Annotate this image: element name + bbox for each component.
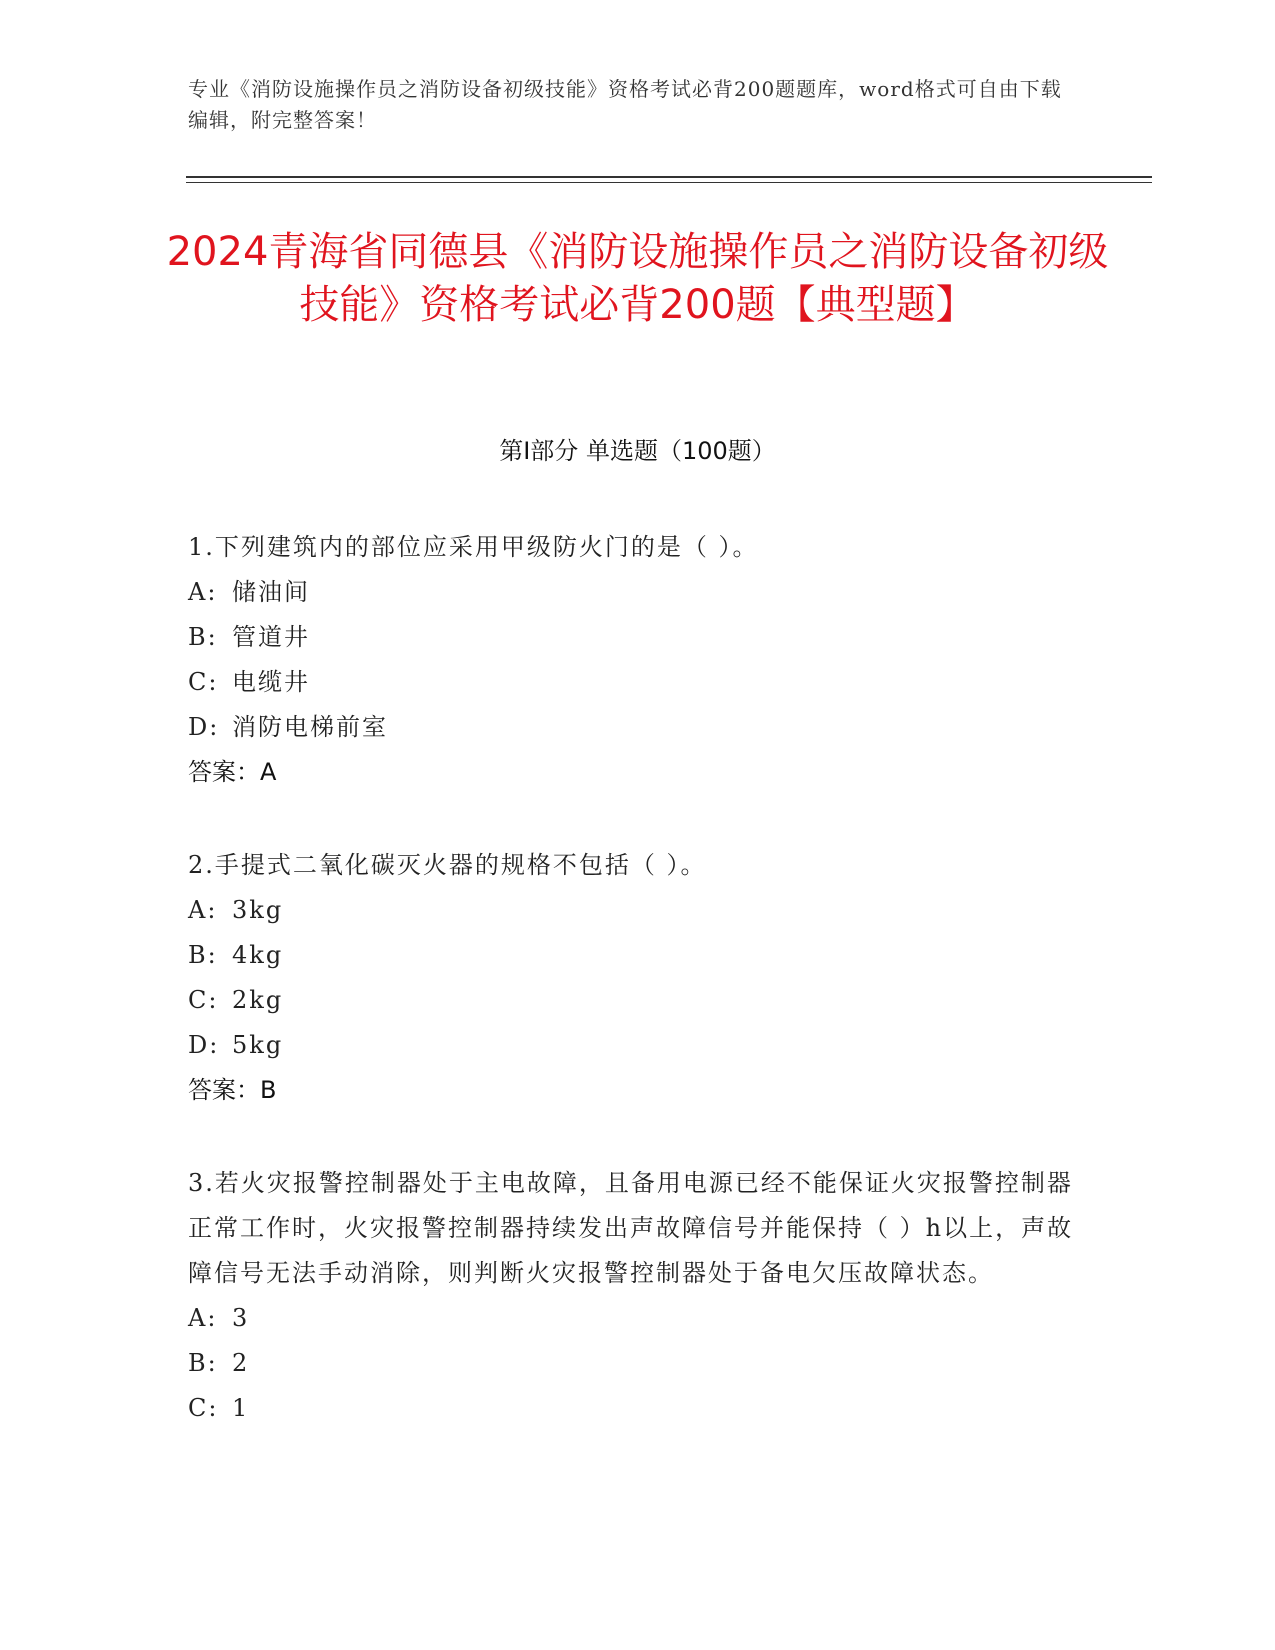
option-c (188, 1386, 1088, 1431)
option-key: B: (188, 941, 218, 969)
option-b (188, 1341, 1088, 1386)
option-key: A: (188, 896, 218, 924)
option-b (188, 933, 1088, 978)
option-d (188, 705, 1088, 750)
answer: 答案：A (188, 758, 277, 786)
question-text: 2.手提式二氧化碳灭火器的规格不包括（ ）。 (188, 851, 707, 879)
option-b (188, 615, 1088, 660)
option-c (188, 660, 1088, 705)
option-key: A: (188, 578, 218, 606)
header-divider-thick (186, 176, 1152, 178)
option-text: 4kg (232, 941, 284, 969)
option-key: C: (188, 668, 219, 696)
header-note: 专业《消防设施操作员之消防设备初级技能》资格考试必背200题题库，word格式可自由下载编辑，附完整答案！ (188, 77, 1062, 132)
question-text: 1.下列建筑内的部位应采用甲级防火门的是（ ）。 (188, 533, 759, 561)
option-text: 3 (232, 1304, 250, 1332)
question-text: 3.若火灾报警控制器处于主电故障，且备用电源已经不能保证火灾报警控制器正常工作时，火灾报警控制器持续发出声故障信号并能保持（ ）h以上，声故障信号无法手动消除，则判断火灾报警控制器处于备电欠压故障状态。 (188, 1169, 1074, 1287)
option-text: 储油间 (232, 578, 310, 606)
section-heading: 第I部分 单选题（100题） (499, 437, 776, 465)
option-key: A: (188, 1304, 218, 1332)
option-text: 管道井 (232, 623, 310, 651)
option-text: 2 (232, 1349, 250, 1377)
document-title: 2024青海省同德县《消防设施操作员之消防设备初级技能》资格考试必背200题【典型题】 (166, 229, 1109, 328)
option-key: C: (188, 986, 219, 1014)
option-key: C: (188, 1394, 219, 1422)
header-divider-thin (186, 182, 1152, 183)
option-d (188, 1023, 1088, 1068)
option-a (188, 1296, 1088, 1341)
option-a (188, 888, 1088, 933)
question-1 (188, 525, 1088, 795)
question-3 (188, 1161, 1088, 1431)
option-a (188, 570, 1088, 615)
option-text: 5kg (232, 1031, 284, 1059)
option-text: 电缆井 (232, 668, 310, 696)
option-text: 2kg (232, 986, 284, 1014)
option-c (188, 978, 1088, 1023)
option-key: B: (188, 1349, 218, 1377)
option-text: 消防电梯前室 (232, 713, 388, 741)
option-key: B: (188, 623, 218, 651)
option-key: D: (188, 1031, 220, 1059)
question-2 (188, 843, 1088, 1113)
option-text: 1 (232, 1394, 250, 1422)
option-key: D: (188, 713, 220, 741)
answer: 答案：B (188, 1076, 277, 1104)
option-text: 3kg (232, 896, 284, 924)
